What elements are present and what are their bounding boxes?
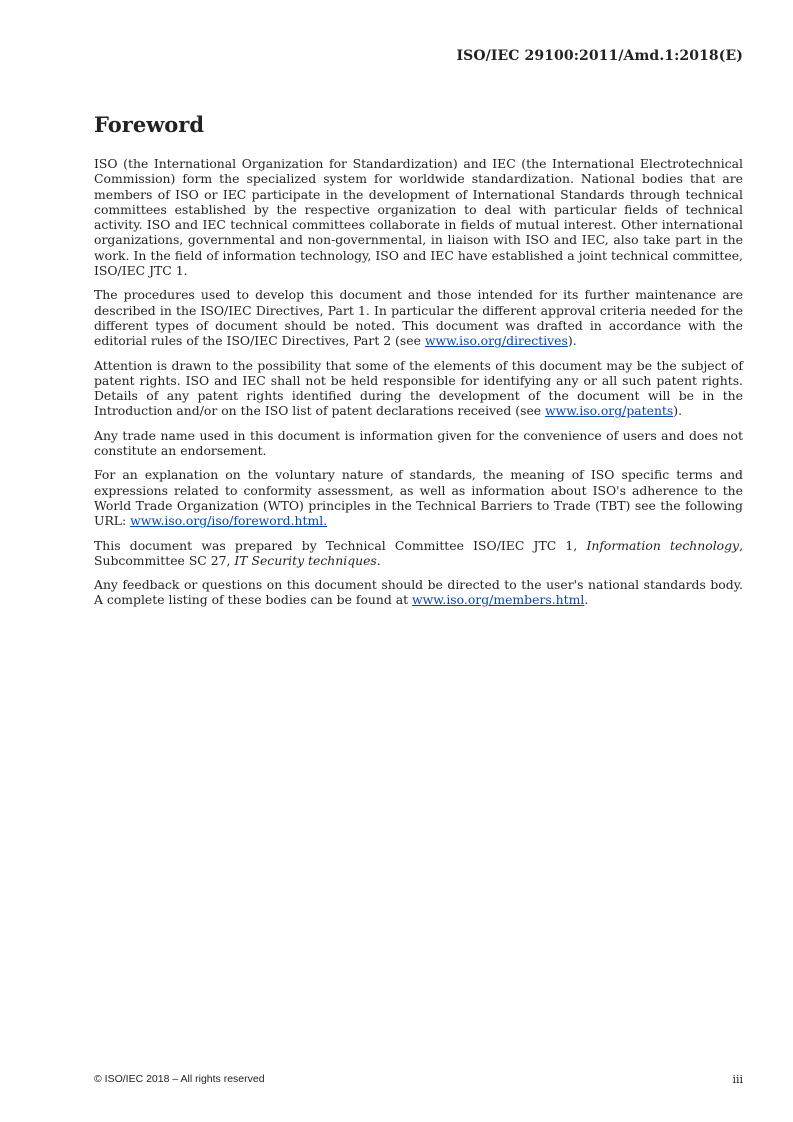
paragraph-prepared-by [94, 538, 743, 569]
paragraph-patents [94, 358, 743, 419]
paragraph-text: ). [567, 333, 577, 349]
patents-link[interactable]: www.iso.org/patents [545, 403, 674, 419]
paragraph-iso-iec-intro [94, 156, 743, 278]
members-link[interactable]: www.iso.org/members.html [412, 592, 585, 608]
paragraph-text: Any trade name used in this document is information given for the convenience of users and does not constitute an endorsement. [94, 427, 743, 459]
copyright-notice: © ISO/IEC 2018 – All rights reserved [94, 1073, 265, 1085]
paragraph-voluntary-nature [94, 467, 743, 528]
paragraph-procedures [94, 287, 743, 348]
committee-title: Information technology [586, 537, 740, 553]
foreword-body [94, 156, 743, 617]
page-title: Foreword [94, 112, 205, 137]
paragraph-text: . [376, 552, 381, 568]
subcommittee-title: IT Security techniques [234, 552, 377, 568]
paragraph-text: For an explanation on the voluntary nature of standards, the meaning of ISO specific terms and expressions related to conformity assessment, as well as information about ISO's adherence to the World Trade Organization (WTO) principles in the Technical Barriers to Trade (TBT) see the following URL: [94, 467, 743, 529]
paragraph-text: The procedures used to develop this document and those intended for its further maintenance are described in the ISO/IEC Directives, Part 1. In particular the different approval criteria needed for the different types of document should be noted. This document was drafted in accordance with the editorial rules of the ISO/IEC Directives, Part 2 (see [94, 287, 743, 349]
document-reference: ISO/IEC 29100:2011/Amd.1:2018(E) [456, 48, 743, 64]
directives-link[interactable]: www.iso.org/directives [424, 333, 568, 349]
paragraph-text: ). [673, 403, 683, 419]
paragraph-trade-name [94, 428, 743, 459]
page-number: iii [732, 1073, 743, 1086]
foreword-link[interactable]: www.iso.org/iso/foreword.html. [130, 513, 328, 529]
paragraph-text: Any feedback or questions on this document should be directed to the user's national standards body. A complete listing of these bodies can be found at [94, 577, 743, 608]
paragraph-text: Attention is drawn to the possibility that some of the elements of this document may be the subject of patent rights. ISO and IEC shall not be held responsible for identifying any or all such patent rights. Details of any patent rights identified during the development of the document will be in the Introduction and/or on the ISO list of patent declarations received (see [94, 357, 743, 419]
paragraph-text: ISO (the International Organization for Standardization) and IEC (the International Electrotechnical Commission) form the specialized system for worldwide standardization. National bodies that are members of ISO or IEC participate in the development of International Standards through technical committees established by the respective organization to deal with particular fields of technical activity. ISO and IEC technical committees collaborate in fields of mutual interest. Other international organizations, governmental and non-governmental, in liaison with ISO and IEC, also take part in the work. In the field of information technology, ISO and IEC have established a joint technical committee, ISO/IEC JTC 1. [94, 156, 743, 279]
paragraph-feedback [94, 577, 743, 608]
paragraph-text: , Subcommittee SC 27, [94, 537, 744, 568]
paragraph-text: . [584, 592, 589, 608]
paragraph-text: This document was prepared by Technical Committee ISO/IEC JTC 1, [94, 537, 587, 553]
